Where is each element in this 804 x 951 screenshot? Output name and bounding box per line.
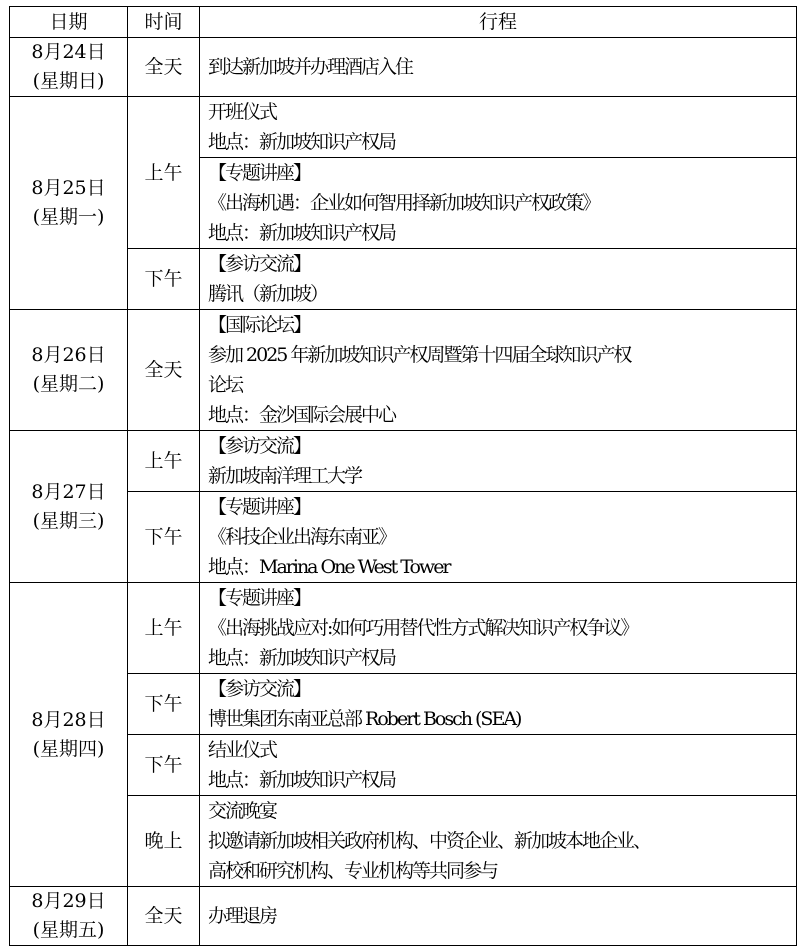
time-cell: 上午 <box>128 97 200 249</box>
activity-line: 新加坡南洋理工大学 <box>208 465 362 487</box>
time-cell: 下午 <box>128 249 200 310</box>
table-row <box>10 796 797 887</box>
activity-line: 《出海机遇：企业如何智用择新加坡知识产权政策》 <box>208 192 600 214</box>
date-label: 8月29日 <box>31 890 106 912</box>
itinerary-table <box>9 6 797 946</box>
date-cell <box>10 310 128 431</box>
activity-line: 《科技企业出海东南亚》 <box>208 526 396 548</box>
header-date: 日期 <box>10 7 128 38</box>
activity-line: 【参访交流】 <box>208 253 311 275</box>
activity-line: 结业仪式 <box>208 739 277 761</box>
table-row <box>10 38 797 97</box>
date-label: 8月28日 <box>31 708 106 731</box>
activity-line: 开班仪式 <box>208 101 277 123</box>
date-label: 8月25日 <box>31 177 106 199</box>
activity-line: 【参访交流】 <box>208 678 311 700</box>
activity-line: 论坛 <box>208 374 243 396</box>
time-cell: 上午 <box>128 583 200 674</box>
activity-line: 【专题讲座】 <box>208 587 311 609</box>
activity-line: 地点：新加坡知识产权局 <box>208 131 396 153</box>
activity-line: 交流晚宴 <box>208 800 277 822</box>
time-cell: 晚上 <box>128 796 200 887</box>
activity-line: 腾讯（新加坡） <box>208 283 328 305</box>
table-row <box>10 735 797 796</box>
date-cell <box>10 97 128 310</box>
activity-line: 地点：新加坡知识产权局 <box>208 222 396 244</box>
table-row <box>10 431 797 492</box>
weekday-label: (星期日) <box>32 70 105 92</box>
weekday-label: (星期二) <box>32 373 105 395</box>
table-row <box>10 249 797 310</box>
activity-line: 高校和研究机构、专业机构等共同参与 <box>208 860 498 882</box>
date-cell <box>10 38 128 97</box>
table-row <box>10 492 797 583</box>
activity-cell <box>200 674 797 735</box>
itinerary-body <box>10 38 797 946</box>
table-row <box>10 97 797 158</box>
activity-line: 《出海挑战应对:如何巧用替代性方式解决知识产权争议》 <box>208 617 638 639</box>
activity-line: 地点：新加坡知识产权局 <box>208 647 396 669</box>
activity-cell <box>200 38 797 97</box>
activity-line: 办理退房 <box>208 905 277 927</box>
activity-line: 地点：新加坡知识产权局 <box>208 769 396 791</box>
weekday-label: (星期四) <box>32 737 105 760</box>
date-cell <box>10 583 128 887</box>
activity-cell <box>200 887 797 946</box>
activity-cell <box>200 310 797 431</box>
time-cell: 全天 <box>128 887 200 946</box>
table-row <box>10 583 797 674</box>
activity-line: 【专题讲座】 <box>208 496 311 518</box>
activity-line: 拟邀请新加坡相关政府机构、中资企业、新加坡本地企业、 <box>208 830 651 852</box>
activity-line: 到达新加坡并办理酒店入住 <box>208 56 413 78</box>
date-cell <box>10 887 128 946</box>
weekday-label: (星期五) <box>32 919 105 941</box>
date-label: 8月27日 <box>31 480 106 503</box>
table-row <box>10 887 797 946</box>
time-cell: 上午 <box>128 431 200 492</box>
time-cell: 下午 <box>128 674 200 735</box>
header-itinerary: 行程 <box>200 7 797 38</box>
activity-line: 地点：Marina One West Tower <box>208 556 450 578</box>
time-cell: 下午 <box>128 735 200 796</box>
table-row <box>10 310 797 431</box>
activity-line: 博世集团东南亚总部 Robert Bosch (SEA) <box>208 708 521 730</box>
activity-cell <box>200 158 797 249</box>
activity-cell <box>200 796 797 887</box>
activity-line: 【专题讲座】 <box>208 162 311 184</box>
activity-cell <box>200 431 797 492</box>
time-cell: 下午 <box>128 492 200 583</box>
activity-cell <box>200 97 797 158</box>
time-cell: 全天 <box>128 38 200 97</box>
activity-cell <box>200 492 797 583</box>
activity-line: 参加 2025 年新加坡知识产权周暨第十四届全球知识产权 <box>208 344 631 366</box>
activity-line: 【国际论坛】 <box>208 314 311 336</box>
table-row <box>10 674 797 735</box>
activity-line: 地点：金沙国际会展中心 <box>208 404 396 426</box>
date-cell <box>10 431 128 583</box>
activity-cell <box>200 583 797 674</box>
header-row <box>10 7 797 38</box>
activity-line: 【参访交流】 <box>208 435 311 457</box>
activity-cell <box>200 249 797 310</box>
weekday-label: (星期三) <box>32 509 105 532</box>
time-cell: 全天 <box>128 310 200 431</box>
date-label: 8月26日 <box>31 344 106 366</box>
date-label: 8月24日 <box>31 41 106 63</box>
activity-cell <box>200 735 797 796</box>
weekday-label: (星期一) <box>32 206 105 228</box>
header-time: 时间 <box>128 7 200 38</box>
